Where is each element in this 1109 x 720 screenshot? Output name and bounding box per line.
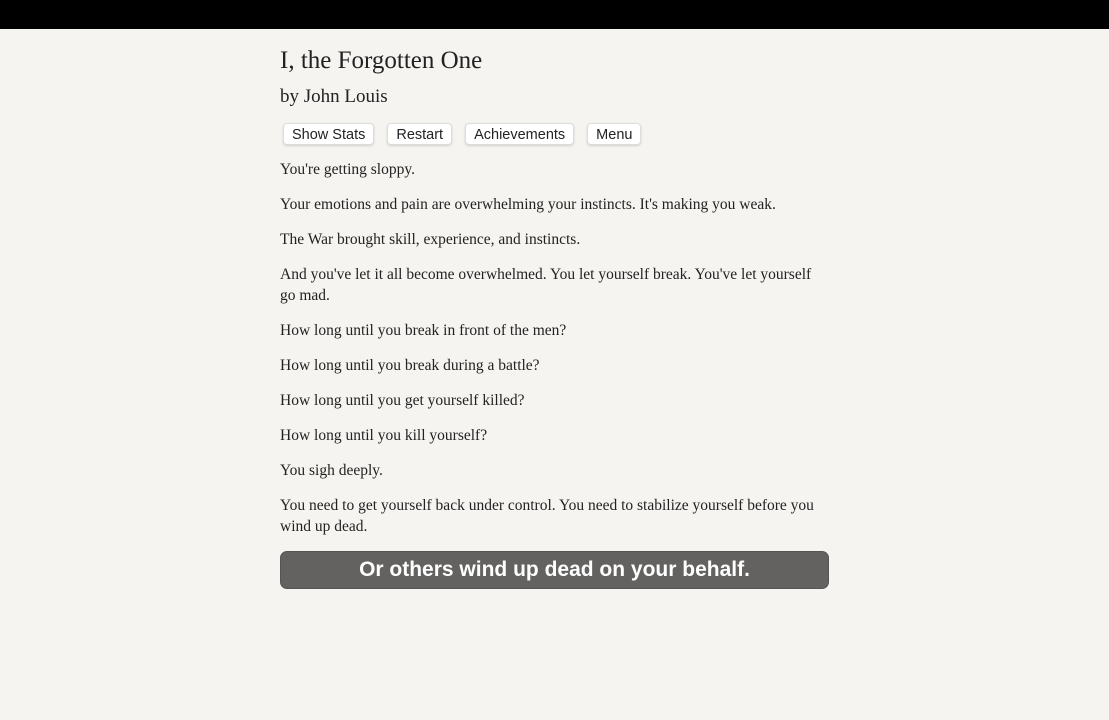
story-text: [280, 159, 830, 537]
top-bar: [0, 0, 1109, 29]
story-paragraph: And you've let it all become overwhelmed. You let yourself break. You've let yourself go mad.: [280, 266, 812, 304]
story-paragraph: How long until you kill yourself?: [280, 427, 488, 444]
story-paragraph: How long until you break during a battle?: [280, 357, 540, 374]
toolbar: [280, 123, 830, 145]
story-paragraph: How long until you break in front of the men?: [280, 322, 567, 339]
story-paragraph: You sigh deeply.: [280, 462, 383, 479]
author-byline: by John Louis: [280, 86, 388, 107]
game-container: [280, 29, 830, 589]
continue-choice-button[interactable]: Or others wind up dead on your behalf.: [280, 551, 829, 589]
story-paragraph: You're getting sloppy.: [280, 161, 415, 178]
show-stats-button[interactable]: Show Stats: [283, 123, 374, 145]
story-paragraph: Your emotions and pain are overwhelming your instincts. It's making you weak.: [280, 196, 776, 213]
restart-button[interactable]: Restart: [387, 123, 452, 145]
story-paragraph: The War brought skill, experience, and instincts.: [280, 231, 581, 248]
story-paragraph: How long until you get yourself killed?: [280, 392, 525, 409]
story-paragraph: You need to get yourself back under control. You need to stabilize yourself before you wind up dead.: [280, 497, 814, 535]
achievements-button[interactable]: Achievements: [465, 123, 574, 145]
game-title: I, the Forgotten One: [280, 47, 483, 74]
menu-button[interactable]: Menu: [587, 123, 641, 145]
